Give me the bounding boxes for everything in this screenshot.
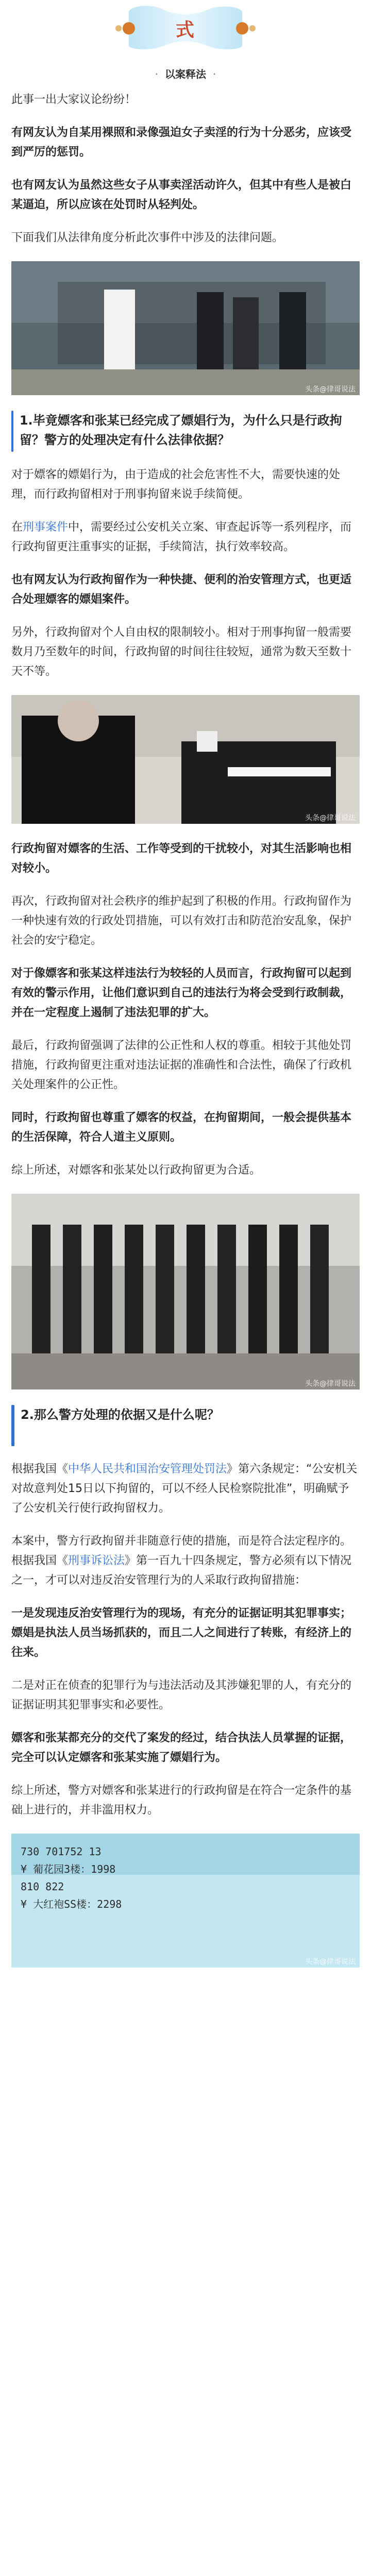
photo-3-watermark: 头条@律哥说法 <box>305 1380 356 1388</box>
paragraph-1: 有网友认为自某用裸照和录像强迫女子卖淫的行为十分恶劣，应该受到严厉的惩罚。 <box>11 126 352 159</box>
legal-link-criminal-procedure-law[interactable]: 刑事诉讼法 <box>68 1554 125 1567</box>
q2-paragraph-5: 嫖客和张某都充分的交代了案发的经过，结合执法人员掌握的证据，完全可以认定嫖客和张某实施了嫖娼行为。 <box>11 1732 352 1764</box>
q1-paragraph-9: 同时，行政拘留也尊重了嫖客的权益，在拘留期间，一般会提供基本的生活保障，符合人道主义原则。 <box>11 1111 352 1144</box>
section-header <box>134 66 237 81</box>
photo-4-watermark: 头条@律哥说法 <box>305 1958 356 1966</box>
ornament-left: · <box>155 68 159 80</box>
question-1-accent <box>11 411 13 452</box>
photo-4-line-4: ¥ 大红袍SS楼：2298 <box>21 1898 122 1910</box>
q2-paragraph-1 <box>11 1460 360 1518</box>
paragraph-3: 下面我们从法律角度分析此次事件中涉及的法律问题。 <box>11 231 284 244</box>
intro-text: 此事一出大家议论纷纷！ <box>11 93 137 106</box>
q1-paragraph-6: 再次，行政拘留对社会秩序的维护起到了积极的作用。行政拘留作为一种快速有效的行政处罚措施，可以有效打击和防范治安乱象，保护社会的安宁稳定。 <box>11 895 352 947</box>
q2-p1-prefix: 根据我国《 <box>11 1463 69 1476</box>
photo-4-line-2: ¥ 葡花园3楼：1998 <box>21 1863 116 1875</box>
q2-paragraph-2 <box>11 1532 360 1590</box>
photo-4-text-overlay <box>11 1834 360 1970</box>
q1-paragraph-2 <box>11 518 360 557</box>
photo-3-image <box>11 1194 360 1389</box>
q1-p2-suffix: 中，需要经过公安机关立案、审查起诉等一系列程序，而行政拘留更注重事实的证据，手续简洁，执行效率较高。 <box>11 521 352 553</box>
photo-4-line-1: 730 701752 13 <box>21 1845 102 1858</box>
q2-paragraph-4: 二是对正在侦查的犯罪行为与违法活动及其涉嫌犯罪的人，有充分的证据证明其犯罪事实和必要性。 <box>11 1679 352 1711</box>
photo-2-image <box>11 695 360 824</box>
question-1-title: 1.毕竟嫖客和张某已经完成了嫖娼行为，为什么只是行政拘留？警方的处理决定有什么法律依据？ <box>19 413 342 447</box>
banner <box>0 0 371 57</box>
q2-p1-suffix: 》第六条规定：“公安机关对故意判处15日以下拘留的，可以不经人民检察院批准”，明确赋予了公安机关行使行政拘留权力。 <box>11 1463 358 1515</box>
q1-paragraph-7: 对于像嫖客和张某这样违法行为较轻的人员而言，行政拘留可以起到有效的警示作用，让他们意识到自己的违法行为将会受到行政制裁，并在一定程度上遏制了违法犯罪的扩大。 <box>11 967 352 1019</box>
legal-link-public-security-law[interactable]: 中华人民共和国治安管理处罚法 <box>68 1463 227 1476</box>
photo-4-line-3: 810 822 <box>21 1880 64 1893</box>
q2-paragraph-6: 综上所述，警方对嫖客和张某进行的行政拘留是在符合一定条件的基础上进行的，并非滥用权力。 <box>11 1784 352 1817</box>
banner-title: 式 <box>175 19 195 41</box>
q1-paragraph-10: 综上所述，对嫖客和张某处以行政拘留更为合适。 <box>11 1164 261 1177</box>
question-1 <box>11 411 360 452</box>
q1-paragraph-3: 也有网友认为行政拘留作为一种快捷、便利的治安管理方式，也更适合处理嫖客的嫖娼案件。 <box>11 573 352 606</box>
paragraph-2: 也有网友认为虽然这些女子从事卖淫活动许久，但其中有些人是被白某逼迫，所以应该在处罚时从轻判处。 <box>11 179 352 211</box>
legal-link-criminal-case[interactable]: 刑事案件 <box>23 521 69 534</box>
ornament-right: · <box>212 68 216 80</box>
q2-p2-prefix: 本案中，警方行政拘留并非随意行使的措施，而是符合法定程序的。根据我国《 <box>11 1535 352 1567</box>
section-header-label: 以案释法 <box>165 68 206 80</box>
q2-p2-suffix: 》第一百九十四条规定，警方必须有以下情况之一，才可以对违反治安管理行为的人采取行政拘留措施： <box>11 1554 352 1587</box>
question-2-accent <box>11 1405 14 1446</box>
q2-paragraph-3: 一是发现违反治安管理行为的现场，有充分的证据证明其犯罪事实；嫖娼是执法人员当场抓获的，而且二人之间进行了转账，有经济上的往来。 <box>11 1607 352 1659</box>
q1-paragraph-4: 另外，行政拘留对个人自由权的限制较小。相对于刑事拘留一般需要数月乃至数年的时间，行政拘留的时间往往较短，通常为数天至数十天不等。 <box>11 626 352 678</box>
question-2-title: 2.那么警方处理的依据又是什么呢？ <box>21 1408 220 1422</box>
photo-1 <box>11 261 360 397</box>
q1-paragraph-1: 对于嫖客的嫖娼行为，由于造成的社会危害性不大，需要快速的处理，而行政拘留相对于刑事拘留来说手续简便。 <box>11 468 341 501</box>
question-2 <box>11 1405 360 1446</box>
q1-paragraph-8: 最后，行政拘留强调了法律的公正性和人权的尊重。相较于其他处罚措施，行政拘留更注重对违法证据的准确性和合法性，确保了行政机关处理案件的公正性。 <box>11 1039 352 1091</box>
photo-1-image <box>11 261 360 395</box>
q1-paragraph-5: 行政拘留对嫖客的生活、工作等受到的干扰较小，对其生活影响也相对较小。 <box>11 842 352 875</box>
photo-2-watermark: 头条@律哥说法 <box>305 814 356 822</box>
photo-3 <box>11 1194 360 1392</box>
photo-4 <box>11 1834 360 1970</box>
q1-p2-prefix: 在 <box>11 521 23 534</box>
photo-1-watermark: 头条@律哥说法 <box>305 385 356 394</box>
photo-2 <box>11 695 360 826</box>
